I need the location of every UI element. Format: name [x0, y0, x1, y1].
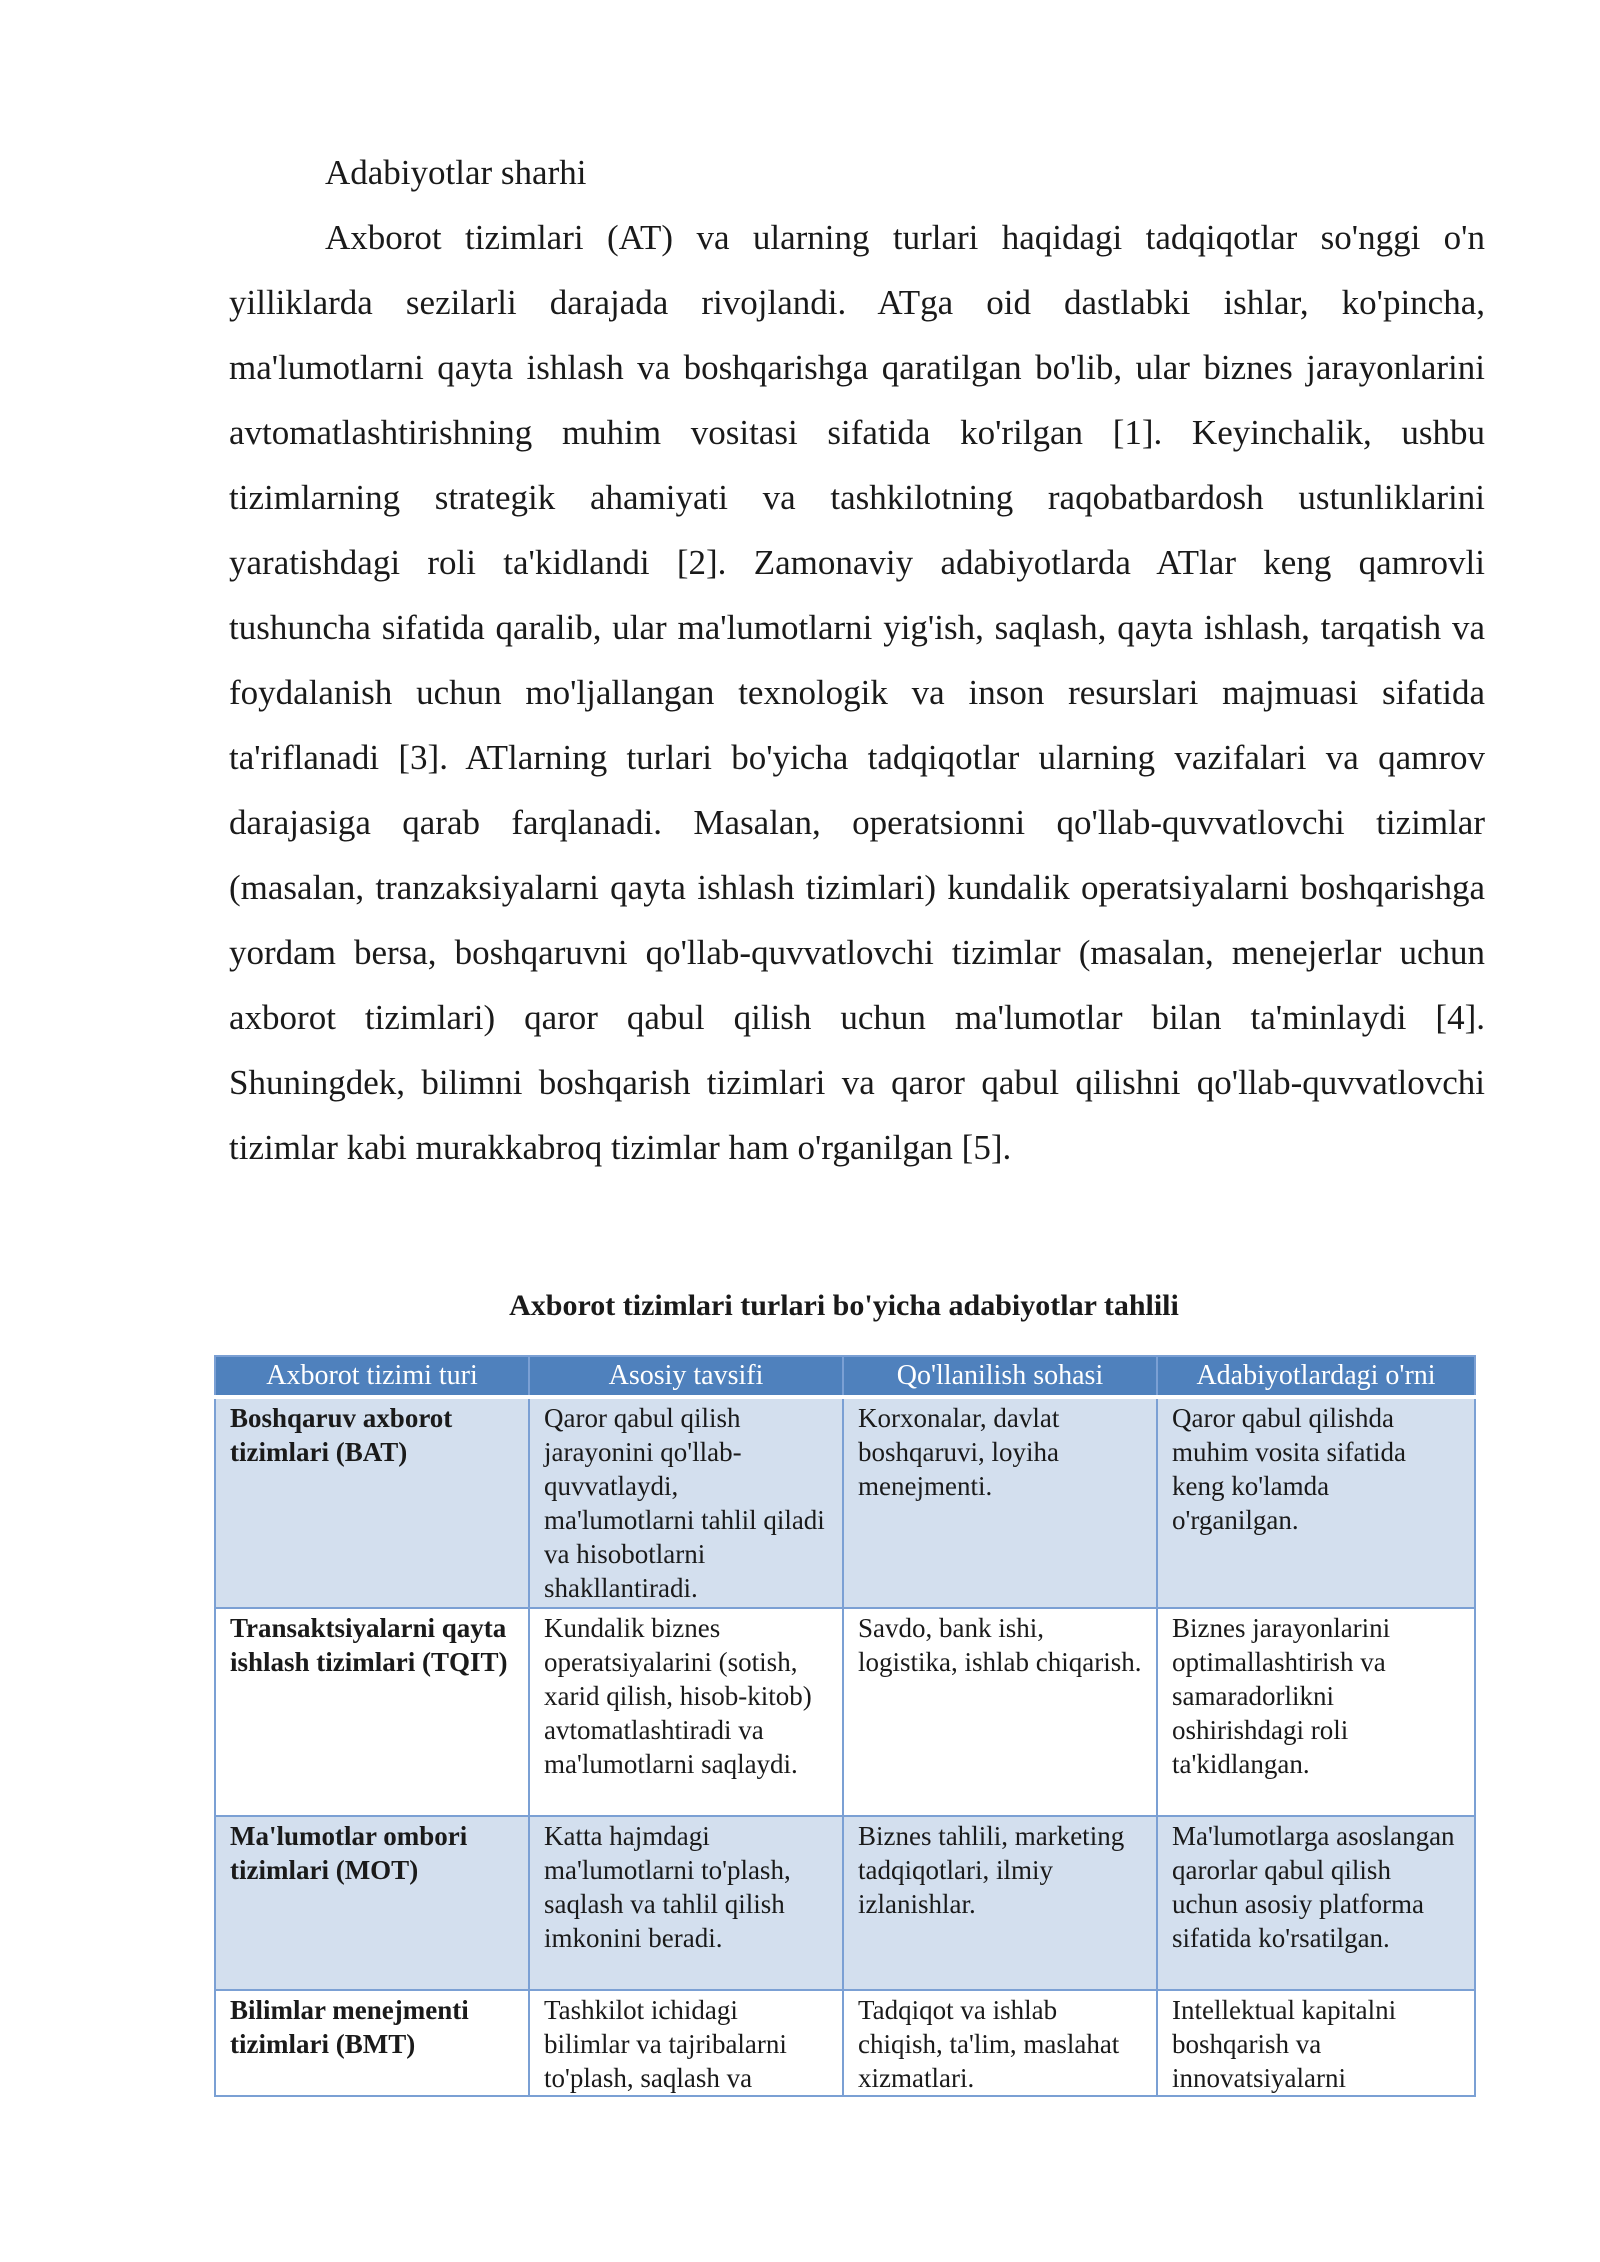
cell-literature-role: Biznes jarayonlarini optimallashtirish va samaradorlikni oshirishdagi roli ta'kidlangan. — [1157, 1608, 1475, 1816]
document-body — [229, 140, 1485, 1180]
cell-description: Katta hajmdagi ma'lumotlarni to'plash, saqlash va tahlil qilish imkonini beradi. — [529, 1816, 843, 1990]
table-caption: Axborot tizimlari turlari bo'yicha adabiyotlar tahlili — [509, 1289, 1179, 1322]
header-literature-role: Adabiyotlardagi o'rni — [1157, 1356, 1475, 1397]
table-header-row — [215, 1356, 1475, 1397]
table-row — [215, 1397, 1475, 1608]
information-systems-table — [214, 1355, 1476, 2097]
cell-application-area: Savdo, bank ishi, logistika, ishlab chiqarish. — [843, 1608, 1157, 1816]
cell-application-area: Biznes tahlili, marketing tadqiqotlari, ilmiy izlanishlar. — [843, 1816, 1157, 1990]
cell-description: Kundalik biznes operatsiyalarini (sotish, xarid qilish, hisob-kitob) avtomatlashtiradi va ma'lumotlarni saqlaydi. — [529, 1608, 843, 1816]
table-row — [215, 1608, 1475, 1816]
cell-system-type: Bilimlar menejmenti tizimlari (BMT) — [215, 1990, 529, 2096]
cell-description: Tashkilot ichidagi bilimlar va tajribalarni to'plash, saqlash va — [529, 1990, 843, 2096]
header-description: Asosiy tavsifi — [529, 1356, 843, 1397]
cell-literature-role: Intellektual kapitalni boshqarish va innovatsiyalarni — [1157, 1990, 1475, 2096]
header-system-type: Axborot tizimi turi — [215, 1356, 529, 1397]
cell-system-type: Ma'lumotlar ombori tizimlari (MOT) — [215, 1816, 529, 1990]
section-heading: Adabiyotlar sharhi — [325, 153, 587, 192]
body-paragraph: Axborot tizimlari (AT) va ularning turlari haqidagi tadqiqotlar so'nggi o'n yilliklarda sezilarli darajada rivojlandi. ATga oid dastlabki ishlar, ko'pincha, ma'lumotlarni qayta ishlash va boshqarishga qaratilgan bo'lib, ular biznes jarayonlarini avtomatlashtirishning muhim vositasi sifatida ko'rilgan [1]. Keyinchalik, ushbu tizimlarning strategik ahamiyati va tashkilotning raqobatbardosh ustunliklarini yaratishdagi roli ta'kidlandi [2]. Zamonaviy adabiyotlarda ATlar keng qamrovli tushuncha sifatida qaralib, ular ma'lumotlarni yig'ish, saqlash, qayta ishlash, tarqatish va foydalanish uchun mo'ljallangan texnologik va inson resurslari majmuasi sifatida ta'riflanadi [3]. ATlarning turlari bo'yicha tadqiqotlar ularning vazifalari va qamrov darajasiga qarab farqlanadi. Masalan, operatsionni qo'llab-quvvatlovchi tizimlar (masalan, tranzaksiyalarni qayta ishlash tizimlari) kundalik operatsiyalarni boshqarishga yordam bersa, boshqaruvni qo'llab-quvvatlovchi tizimlar (masalan, menejerlar uchun axborot tizimlari) qaror qabul qilish uchun ma'lumotlar bilan ta'minlaydi [4]. Shuningdek, bilimni boshqarish tizimlari va qaror qabul qilishni qo'llab-quvvatlovchi tizimlar kabi murakkabroq tizimlar ham o'rganilgan [5]. — [229, 218, 1485, 1167]
cell-system-type: Transaktsiyalarni qayta ishlash tizimlari (TQIT) — [215, 1608, 529, 1816]
cell-description: Qaror qabul qilish jarayonini qo'llab-quvvatlaydi, ma'lumotlarni tahlil qiladi va hisobotlarni shakllantiradi. — [529, 1397, 843, 1608]
table-row — [215, 1816, 1475, 1990]
cell-application-area: Tadqiqot va ishlab chiqish, ta'lim, maslahat xizmatlari. — [843, 1990, 1157, 2096]
table-row — [215, 1990, 1475, 2096]
header-application-area: Qo'llanilish sohasi — [843, 1356, 1157, 1397]
cell-application-area: Korxonalar, davlat boshqaruvi, loyiha menejmenti. — [843, 1397, 1157, 1608]
cell-literature-role: Ma'lumotlarga asoslangan qarorlar qabul qilish uchun asosiy platforma sifatida ko'rsatilgan. — [1157, 1816, 1475, 1990]
cell-literature-role: Qaror qabul qilishda muhim vosita sifatida keng ko'lamda o'rganilgan. — [1157, 1397, 1475, 1608]
cell-system-type: Boshqaruv axborot tizimlari (BAT) — [215, 1397, 529, 1608]
